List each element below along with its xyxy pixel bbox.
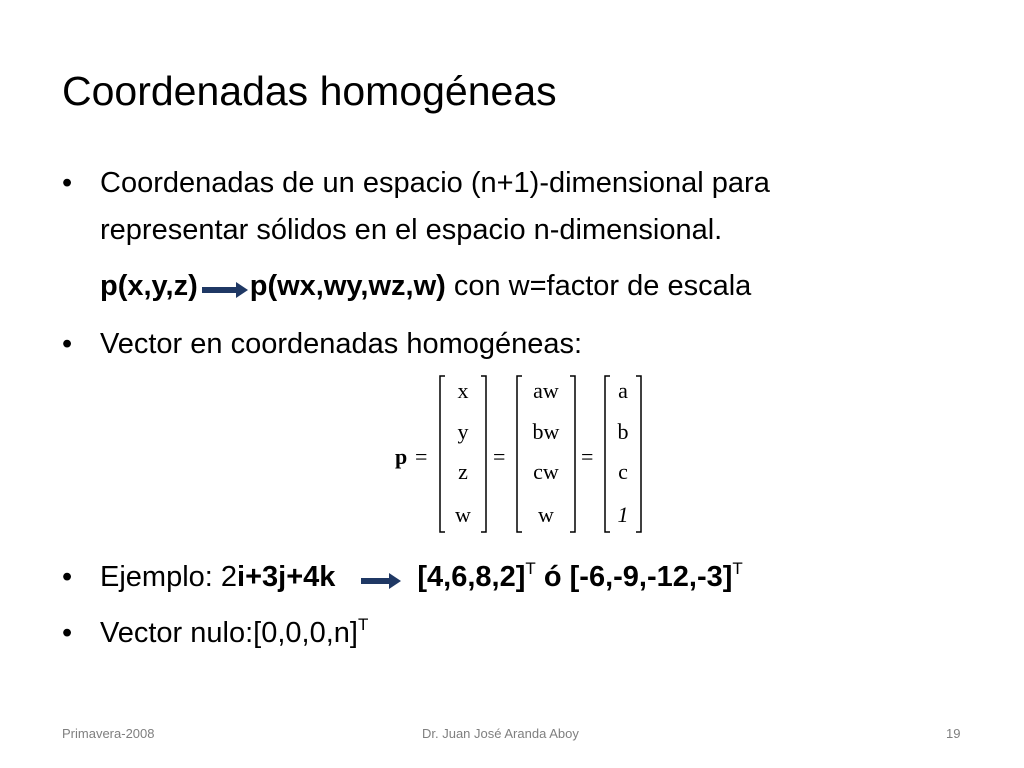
matrix-eq: = bbox=[581, 444, 594, 469]
matrix-cell: aw bbox=[533, 378, 559, 403]
bullet-marker: • bbox=[62, 617, 73, 649]
null-vector-text: Vector nulo:[0,0,0,n] bbox=[100, 617, 358, 649]
matrix-cell: a bbox=[618, 378, 628, 403]
transpose-mark: T bbox=[732, 559, 743, 578]
right-arrow-icon bbox=[198, 277, 250, 297]
matrix-eq: = bbox=[493, 444, 506, 469]
bullet-marker: • bbox=[62, 561, 73, 593]
matrix-cell: cw bbox=[533, 459, 559, 484]
matrix-cell: w bbox=[538, 502, 554, 527]
bullet1-line2: representar sólidos en el espacio n-dimensional. bbox=[100, 214, 723, 246]
bullet-marker: • bbox=[62, 167, 73, 199]
example-or: ó bbox=[535, 561, 570, 593]
footer-page-number: 19 bbox=[946, 726, 961, 741]
right-bracket bbox=[481, 376, 486, 532]
example-prefix: Ejemplo: 2 bbox=[100, 561, 238, 593]
bullet1-line1: Coordenadas de un espacio (n+1)-dimensional para bbox=[100, 167, 770, 199]
bullet-marker: • bbox=[62, 328, 73, 360]
bullet3-example bbox=[100, 559, 743, 593]
formula-line bbox=[100, 272, 751, 301]
footer-author: Dr. Juan José Aranda Aboy bbox=[422, 726, 579, 741]
transpose-mark: T bbox=[525, 559, 536, 578]
matrix-cell: z bbox=[458, 459, 468, 484]
bullet2-text: Vector en coordenadas homogéneas: bbox=[100, 328, 583, 360]
matrix-lhs: p bbox=[395, 444, 408, 469]
transpose-mark: T bbox=[357, 615, 369, 634]
slide-title: Coordenadas homogéneas bbox=[62, 68, 557, 114]
right-bracket bbox=[636, 376, 641, 532]
example-vector1: [4,6,8,2] bbox=[417, 561, 526, 593]
matrix-cell: c bbox=[618, 459, 628, 484]
formula-right: p(wx,wy,wz,w) bbox=[249, 270, 446, 302]
right-bracket bbox=[570, 376, 575, 532]
matrix-cell: w bbox=[455, 502, 471, 527]
matrix-cell: 1 bbox=[617, 502, 629, 527]
formula-note: con w=factor de escala bbox=[445, 270, 752, 302]
matrix-cell: bw bbox=[532, 419, 560, 444]
example-vector2: [-6,-9,-12,-3] bbox=[569, 561, 733, 593]
left-bracket bbox=[605, 376, 610, 532]
matrix-cell: x bbox=[457, 378, 469, 403]
bullet4-null-vector bbox=[100, 615, 369, 649]
right-arrow-icon bbox=[335, 568, 417, 588]
formula-left: p(x,y,z) bbox=[100, 270, 198, 302]
footer-date: Primavera-2008 bbox=[62, 726, 155, 741]
homogeneous-vector-equation bbox=[395, 372, 650, 537]
matrix-eq: = bbox=[415, 444, 428, 469]
example-expr: i+3j+4k bbox=[237, 561, 336, 593]
matrix-cell: y bbox=[457, 419, 469, 444]
matrix-cell: b bbox=[617, 419, 629, 444]
left-bracket bbox=[440, 376, 445, 532]
left-bracket bbox=[517, 376, 522, 532]
